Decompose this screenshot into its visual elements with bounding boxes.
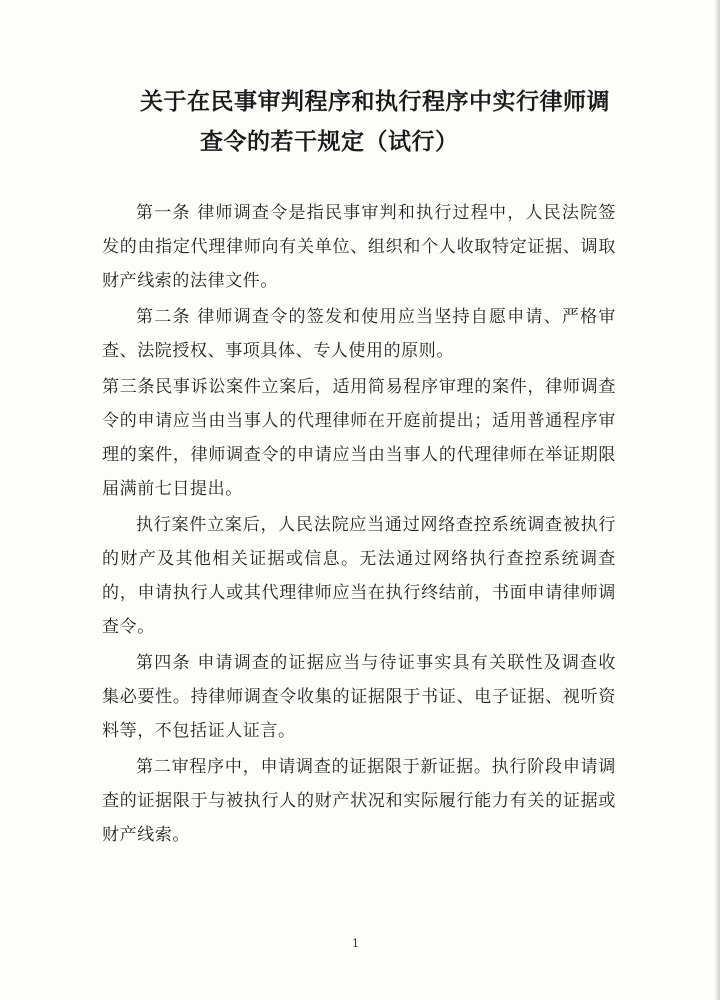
article-3-paragraph: 第三条民事诉讼案件立案后，适用简易程序审理的案件，律师调查令的申请应当由当事人的代理律师在开庭前提出；适用普通程序审理的案件，律师调查令的申请应当由当事人的代理律师在举证期限届满前七日提出。 [102,377,616,499]
scan-edge [714,0,720,1000]
page-number: 1 [352,937,359,950]
article-4-second-instance-paragraph: 第二审程序中，申请调查的证据限于新证据。执行阶段申请调查的证据限于与被执行人的财产状况和实际履行能力有关的证据或财产线索。 [102,757,616,845]
article-2-paragraph: 第二条 律师调查令的签发和使用应当坚持自愿申请、严格审查、法院授权、事项具体、专人使用的原则。 [102,307,616,361]
article-3-execution-paragraph: 执行案件立案后，人民法院应当通过网络查控系统调查被执行的财产及其他相关证据或信息。无法通过网络执行查控系统调查的，申请执行人或其代理律师应当在执行终结前，书面申请律师调查令。 [102,515,616,637]
title-line-1: 关于在民事审判程序和执行程序中实行律师调 [140,88,610,115]
document-body [102,196,616,854]
document-title [140,82,620,162]
title-line-2: 查令的若干规定（试行） [200,128,459,155]
article-4-paragraph: 第四条 申请调查的证据应当与待证事实具有关联性及调查收集必要性。持律师调查令收集的证据限于书证、电子证据、视听资料等，不包括证人证言。 [102,653,616,741]
article-1-paragraph: 第一条 律师调查令是指民事审判和执行过程中，人民法院签发的由指定代理律师向有关单位、组织和个人收取特定证据、调取财产线索的法律文件。 [102,203,616,291]
